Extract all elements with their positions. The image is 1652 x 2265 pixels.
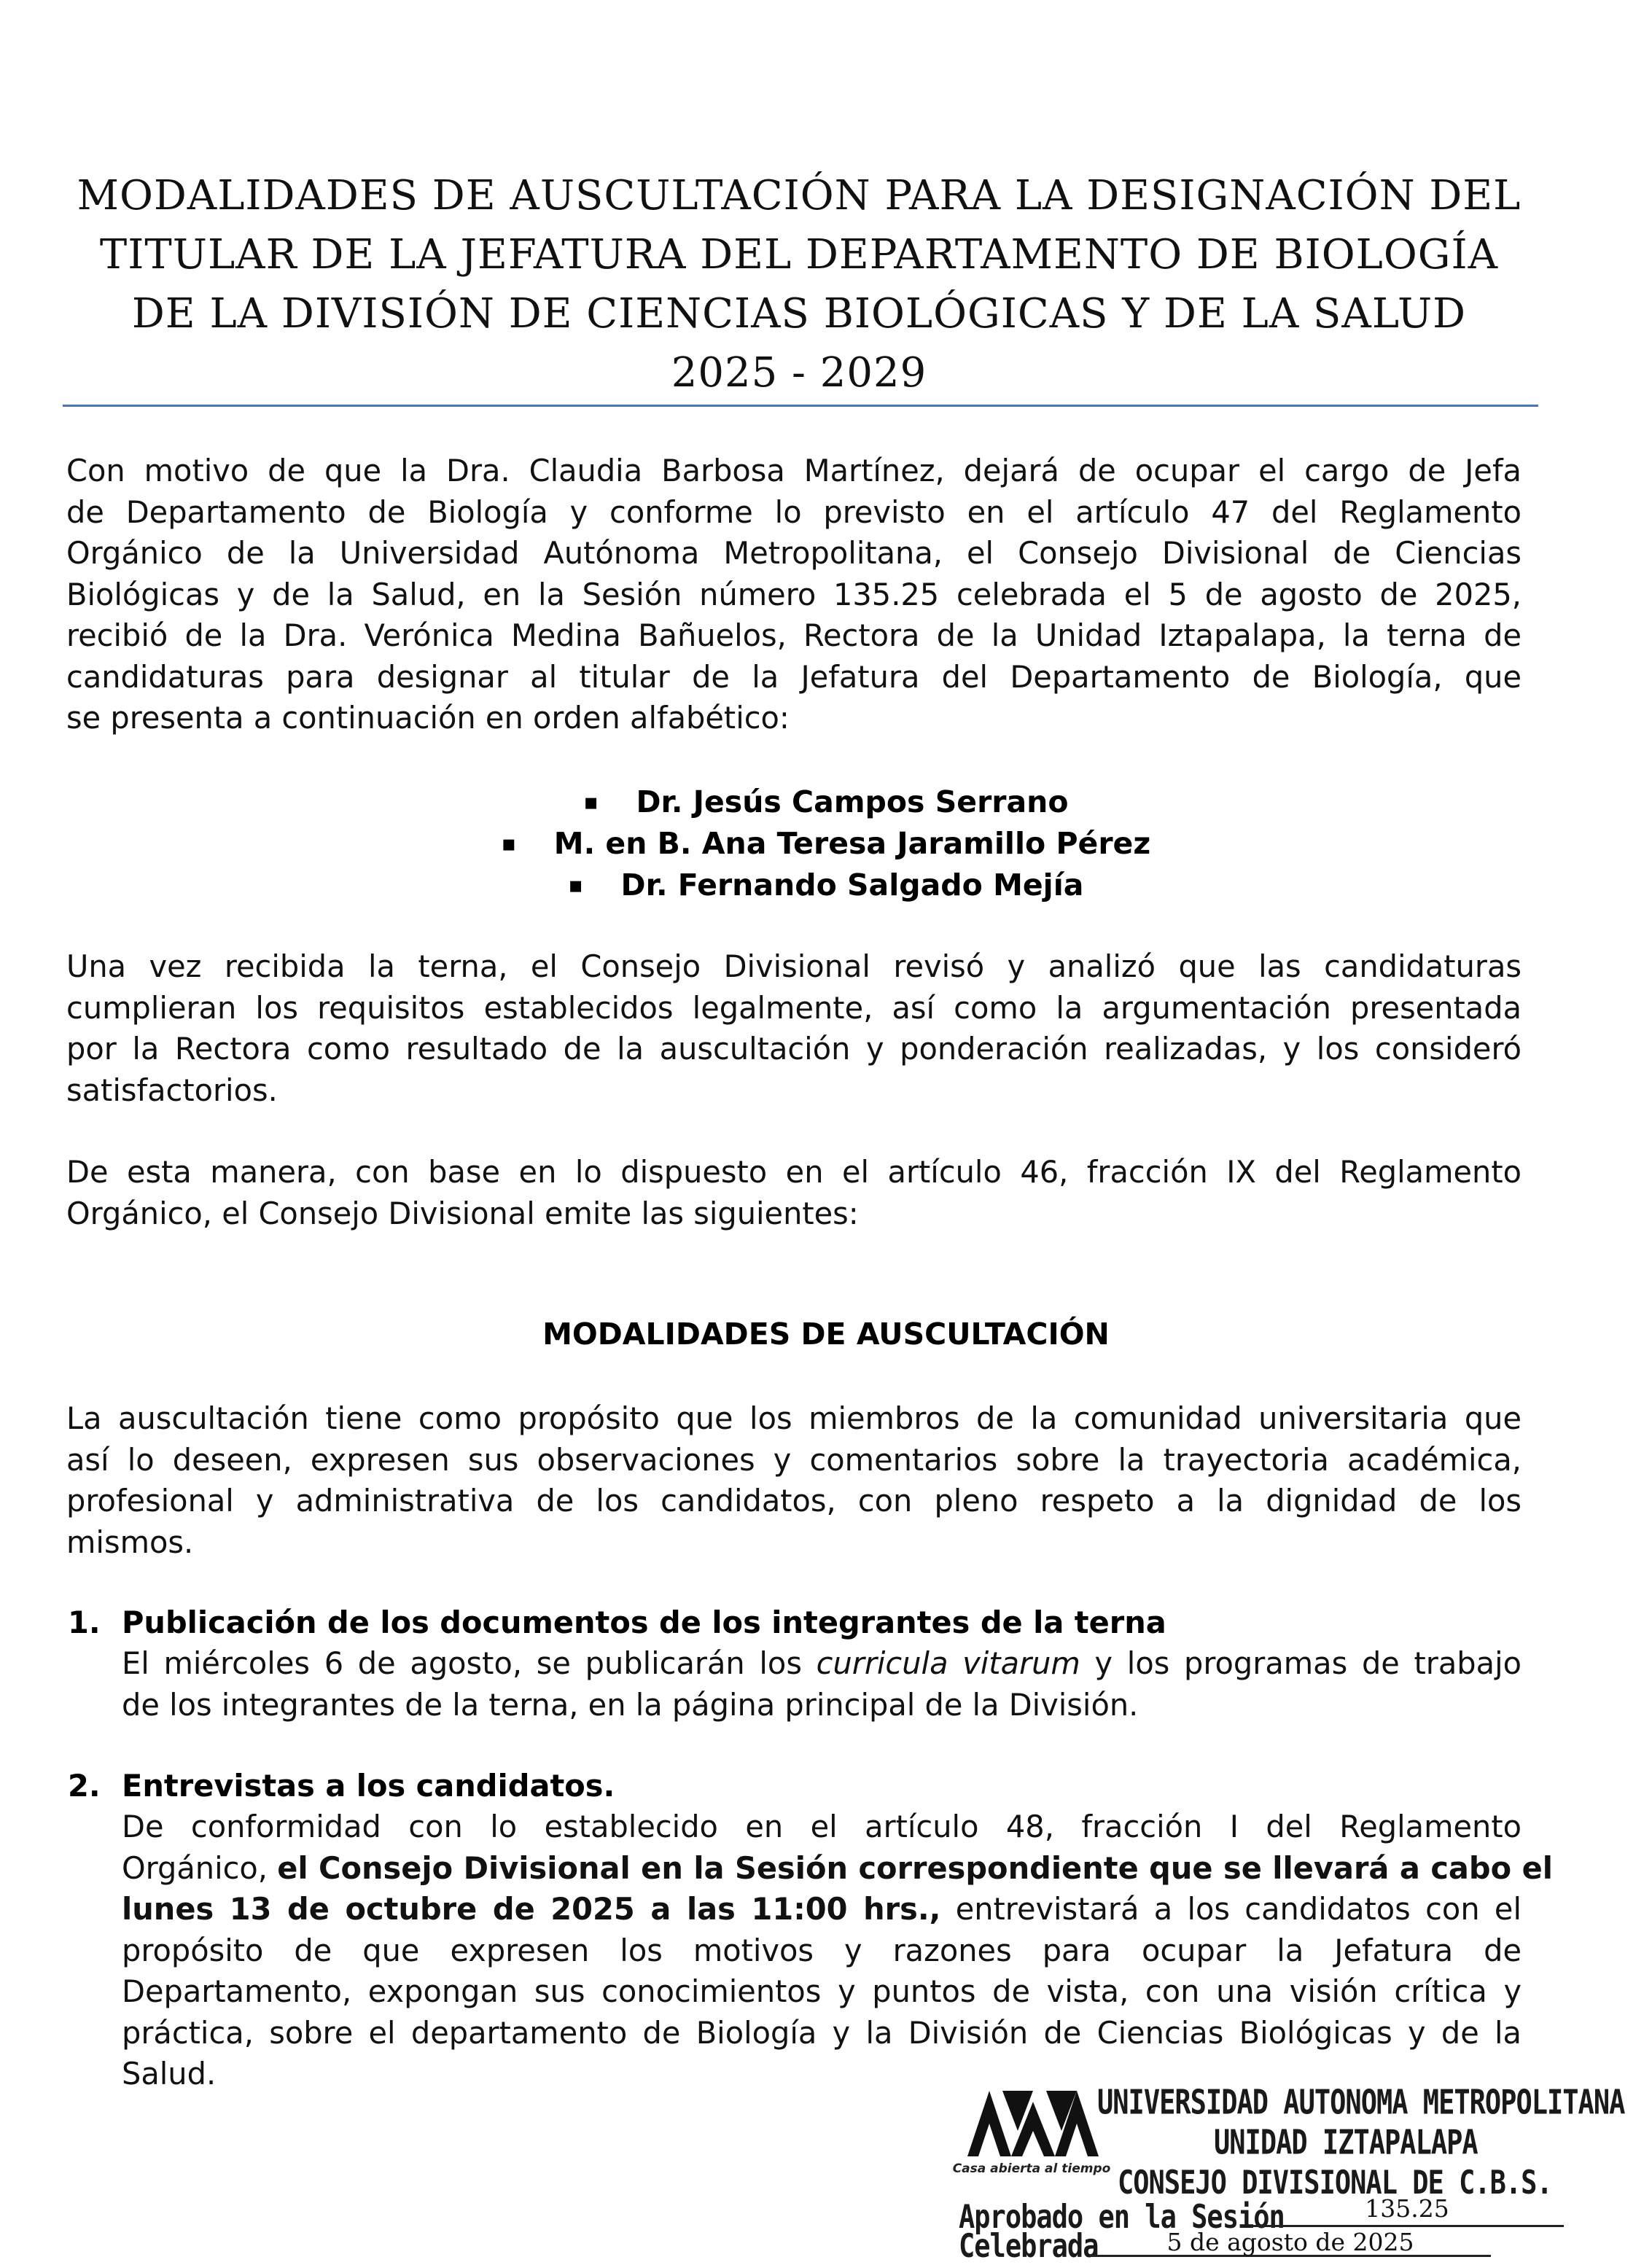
uam-logo-icon <box>967 2087 1099 2160</box>
section-heading: MODALIDADES DE AUSCULTACIÓN <box>542 1317 1110 1352</box>
candidate-name: M. en B. Ana Teresa Jaramillo Pérez <box>553 826 1151 861</box>
text-run: entrevistará a los candidatos con el <box>940 1891 1522 1927</box>
text-line: Salud. <box>122 2056 217 2091</box>
bullet-icon: ▪ <box>583 790 599 815</box>
item-number: 1. <box>68 1605 101 1640</box>
text-line: se presenta a continuación en orden alfabético: <box>66 700 790 736</box>
candidate-list <box>0 781 1652 906</box>
text-line: Biológicas y de la Salud, en la Sesión número 135.25 celebrada el 5 de agosto de 2025, <box>66 576 1522 612</box>
title-line: TITULAR DE LA JEFATURA DEL DEPARTAMENTO DE BIOLOGÍA <box>99 231 1499 278</box>
text-line: así lo deseen, expresen sus observaciones y comentarios sobre la trayectoria académica, <box>66 1441 1522 1478</box>
text-run: El miércoles 6 de agosto, se publicarán los <box>122 1645 817 1681</box>
list-item <box>0 865 1652 906</box>
item-number: 2. <box>68 1768 101 1804</box>
text-line: Una vez recibida la terna, el Consejo Divisional revisó y analizó que las candidaturas <box>66 948 1522 984</box>
review-paragraph <box>66 946 1522 1111</box>
purpose-paragraph <box>66 1398 1522 1563</box>
text-line: Departamento, expongan sus conocimientos y puntos de vista, con una visión crítica y <box>122 1973 1522 2009</box>
text-run: y los programas de trabajo <box>1080 1645 1522 1681</box>
candidate-name: Dr. Fernando Salgado Mejía <box>620 868 1084 903</box>
stamp-unit: UNIDAD IZTAPALAPA <box>1214 2123 1478 2162</box>
document-title <box>63 166 1535 402</box>
text-line: Orgánico, el Consejo Divisional emite las siguientes: <box>66 1195 859 1231</box>
text-line: candidaturas para designar al titular de la Jefatura del Departamento de Biología, que <box>66 658 1522 695</box>
item-2-body <box>122 1806 1553 2095</box>
bullet-icon: ▪ <box>501 831 517 857</box>
text-line: satisfactorios. <box>66 1072 278 1108</box>
text-line: práctica, sobre el departamento de Biología y la División de Ciencias Biológicas y de la <box>122 2014 1522 2051</box>
text-line <box>122 1848 1553 1890</box>
text-line: De conformidad con lo establecido en el artículo 48, fracción I del Reglamento <box>122 1809 1522 1844</box>
text-line: propósito de que expresen los motivos y razones para ocupar la Jefatura de <box>122 1932 1522 1968</box>
text-line: De esta manera, con base en lo dispuesto en el artículo 46, fracción IX del Reglamento <box>66 1154 1522 1190</box>
text-line: de Departamento de Biología y conforme lo previsto en el artículo 47 del Reglamento <box>66 494 1522 530</box>
item-heading-text: Publicación de los documentos de los integrantes de la terna <box>122 1605 1166 1640</box>
text-line: de los integrantes de la terna, en la página principal de la División. <box>122 1686 1139 1723</box>
text-line: por la Rectora como resultado de la auscultación y ponderación realizadas, y los consideró <box>66 1031 1522 1067</box>
text-line: Orgánico de la Universidad Autónoma Metropolitana, el Consejo Divisional de Ciencias <box>66 535 1522 571</box>
stamp-held-label: Celebrada <box>959 2227 1099 2265</box>
stamp-date-value: 5 de agosto de 2025 <box>1090 2227 1491 2257</box>
text-line: mismos. <box>66 1524 194 1560</box>
stamp-council: CONSEJO DIVISIONAL DE C.B.S. <box>1118 2164 1552 2202</box>
candidate-name: Dr. Jesús Campos Serrano <box>636 784 1069 819</box>
title-divider <box>63 405 1538 407</box>
stamp-motto: Casa abierta al tiempo <box>952 2161 1111 2176</box>
item-1-heading <box>68 1602 1166 1643</box>
item-heading-text: Entrevistas a los candidatos. <box>122 1768 615 1804</box>
intro-paragraph <box>66 451 1522 739</box>
stamp-session-value: 135.25 <box>1250 2194 1564 2227</box>
bold-run: el Consejo Divisional en la Sesión correspondiente que se llevará a cabo el <box>277 1849 1553 1886</box>
text-line: cumplieran los requisitos establecidos legalmente, así como la argumentación presentada <box>66 989 1522 1026</box>
text-line: Con motivo de que la Dra. Claudia Barbosa Martínez, dejará de ocupar el cargo de Jefa <box>66 453 1522 488</box>
text-line: profesional y administrativa de los candidatos, con pleno respeto a la dignidad de los <box>66 1483 1522 1519</box>
list-item <box>0 823 1652 865</box>
text-line: recibió de la Dra. Verónica Medina Bañuelos, Rectora de la Unidad Iztapalapa, la terna de <box>66 617 1522 653</box>
text-line <box>122 1889 1522 1930</box>
bullet-icon: ▪ <box>568 873 583 898</box>
stamp-approved-label: Aprobado en la Sesión <box>959 2198 1285 2236</box>
title-line: DE LA DIVISIÓN DE CIENCIAS BIOLÓGICAS Y DE LA SALUD <box>131 290 1467 338</box>
text-line: La auscultación tiene como propósito que los miembros de la comunidad universitaria que <box>66 1400 1522 1436</box>
item-2-heading <box>68 1766 615 1806</box>
title-line: 2025 - 2029 <box>671 349 927 397</box>
basis-paragraph <box>66 1152 1522 1234</box>
approval-stamp <box>951 2081 1625 2265</box>
title-line: MODALIDADES DE AUSCULTACIÓN PARA LA DESIGNACIÓN DEL <box>77 172 1522 219</box>
text-line <box>122 1643 1522 1685</box>
latin-term: curricula vitarum <box>816 1645 1080 1681</box>
stamp-university: UNIVERSIDAD AUTONOMA METROPOLITANA <box>1097 2083 1625 2122</box>
text-run: Orgánico, <box>122 1849 278 1886</box>
list-item <box>0 781 1652 823</box>
item-1-body <box>122 1643 1522 1726</box>
bold-run: lunes 13 de octubre de 2025 a las 11:00 hrs., <box>122 1891 941 1927</box>
